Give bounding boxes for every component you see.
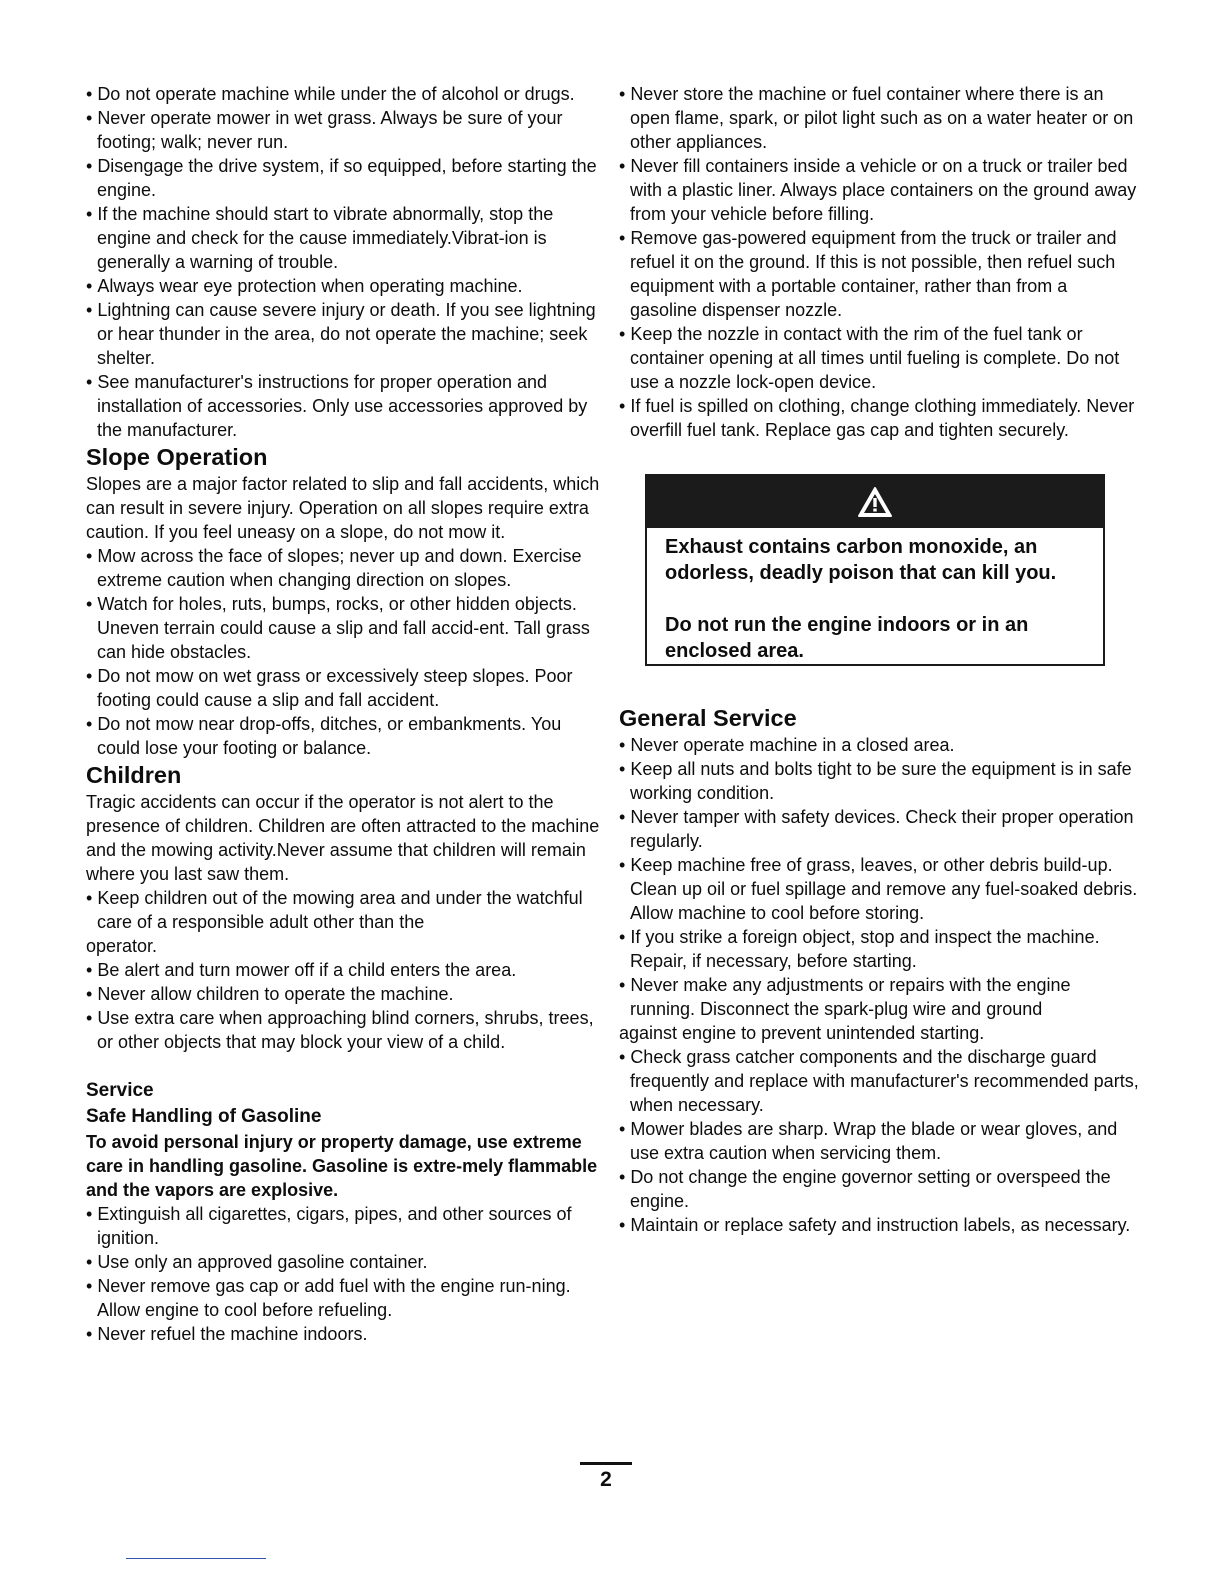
list-item: • Check grass catcher components and the discharge guard frequently and replace with manufacturer's recommended parts, when necessary.	[619, 1045, 1139, 1117]
list-item: • If fuel is spilled on clothing, change clothing immediately. Never overfill fuel tank. Replace gas cap and tighten securely.	[619, 394, 1139, 442]
warning-line-2: Do not run the engine indoors or in an enclosed area.	[665, 614, 1029, 662]
list-item: • Watch for holes, ruts, bumps, rocks, or other hidden objects. Uneven terrain could cause a slip and fall accid-ent. Tall grass can hide obstacles.	[86, 592, 608, 664]
list-item: • Never tamper with safety devices. Check their proper operation regularly.	[619, 805, 1139, 853]
list-item: • Keep all nuts and bolts tight to be sure the equipment is in safe working condition.	[619, 757, 1139, 805]
list-item: • Do not mow on wet grass or excessively steep slopes. Poor footing could cause a slip and fall accident.	[86, 664, 608, 712]
list-item: • Use only an approved gasoline container.	[86, 1250, 608, 1274]
slope-intro: Slopes are a major factor related to slip and fall accidents, which can result in severe injury. Operation on all slopes require extra caution. If you feel uneasy on a slope, do not mow it.	[86, 474, 600, 542]
list-item: • If you strike a foreign object, stop and inspect the machine. Repair, if necessary, before starting.	[619, 925, 1139, 973]
safe-handling-gasoline-heading: Safe Handling of Gasoline	[86, 1106, 322, 1127]
list-item: • Never fill containers inside a vehicle or on a truck or trailer bed with a plastic liner. Always place containers on the ground away from your vehicle before filling.	[619, 154, 1139, 226]
list-item: • If the machine should start to vibrate abnormally, stop the engine and check for the cause immediately.Vibrat-ion is generally a warning of trouble.	[86, 202, 608, 274]
list-item: • Do not operate machine while under the of alcohol or drugs.	[86, 82, 608, 106]
list-item-continuation: operator.	[86, 936, 158, 956]
slope-operation-heading: Slope Operation	[86, 444, 268, 470]
list-item: • Use extra care when approaching blind corners, shrubs, trees, or other objects that may block your view of a child.	[86, 1006, 608, 1054]
warning-header-bar	[647, 476, 1103, 528]
list-item: • Never operate machine in a closed area.	[619, 733, 1139, 757]
list-item: • Never refuel the machine indoors.	[86, 1322, 608, 1346]
left-column	[86, 82, 608, 1346]
service-heading: Service	[86, 1080, 154, 1101]
warning-text	[647, 528, 1103, 664]
list-item: • Always wear eye protection when operating machine.	[86, 274, 608, 298]
list-item: • Lightning can cause severe injury or death. If you see lightning or hear thunder in the area, do not operate the machine; seek shelter.	[86, 298, 608, 370]
gasoline-warning-text: To avoid personal injury or property damage, use extreme care in handling gasoline. Gasoline is extre-mely flammable and the vapors are explosive.	[86, 1132, 598, 1200]
list-item: • Do not mow near drop-offs, ditches, or embankments. You could lose your footing or balance.	[86, 712, 608, 760]
list-item: • Mower blades are sharp. Wrap the blade or wear gloves, and use extra caution when servicing them.	[619, 1117, 1139, 1165]
warning-line-1: Exhaust contains carbon monoxide, an odorless, deadly poison that can kill you.	[665, 536, 1057, 584]
children-intro: Tragic accidents can occur if the operator is not alert to the presence of children. Children are often attracted to the machine and the mowing activity.Never assume that children will remain where you last saw them.	[86, 792, 600, 884]
list-item: • See manufacturer's instructions for proper operation and installation of accessories. Only use accessories approved by the manufacturer.	[86, 370, 608, 442]
list-item: • Keep children out of the mowing area and under the watchful care of a responsible adult other than the	[86, 886, 608, 934]
intro-bullet-list	[86, 82, 608, 442]
list-item: • Keep the nozzle in contact with the rim of the fuel tank or container opening at all times until fueling is complete. Do not use a nozzle lock-open device.	[619, 322, 1139, 394]
list-item: • Keep machine free of grass, leaves, or other debris build-up. Clean up oil or fuel spillage and remove any fuel-soaked debris. Allow machine to cool before storing.	[619, 853, 1139, 925]
list-item: • Extinguish all cigarettes, cigars, pipes, and other sources of ignition.	[86, 1202, 608, 1250]
fuel-bullet-list	[619, 82, 1139, 442]
page-number: 2	[580, 1462, 632, 1495]
right-column	[619, 82, 1139, 1237]
list-item: • Do not change the engine governor setting or overspeed the engine.	[619, 1165, 1139, 1213]
list-item: • Never remove gas cap or add fuel with the engine run-ning. Allow engine to cool before refueling.	[86, 1274, 608, 1322]
list-item: • Never store the machine or fuel container where there is an open flame, spark, or pilot light such as on a water heater or on other appliances.	[619, 82, 1139, 154]
list-item: • Never make any adjustments or repairs with the engine running. Disconnect the spark-plug wire and ground	[619, 973, 1139, 1021]
footer-divider	[126, 1558, 266, 1559]
list-item: • Maintain or replace safety and instruction labels, as necessary.	[619, 1213, 1139, 1237]
list-item: • Never allow children to operate the machine.	[86, 982, 608, 1006]
children-heading: Children	[86, 762, 182, 788]
list-item: • Disengage the drive system, if so equipped, before starting the engine.	[86, 154, 608, 202]
general-service-heading: General Service	[619, 705, 797, 731]
list-item: • Remove gas-powered equipment from the truck or trailer and refuel it on the ground. If this is not possible, then refuel such equipment with a portable container, rather than from a gasoline dispenser nozzle.	[619, 226, 1139, 322]
list-item-continuation: against engine to prevent unintended starting.	[619, 1023, 985, 1043]
carbon-monoxide-warning-box	[645, 474, 1105, 666]
warning-triangle-icon	[857, 486, 893, 518]
list-item: • Never operate mower in wet grass. Always be sure of your footing; walk; never run.	[86, 106, 608, 154]
list-item: • Mow across the face of slopes; never up and down. Exercise extreme caution when changing direction on slopes.	[86, 544, 608, 592]
list-item: • Be alert and turn mower off if a child enters the area.	[86, 958, 608, 982]
